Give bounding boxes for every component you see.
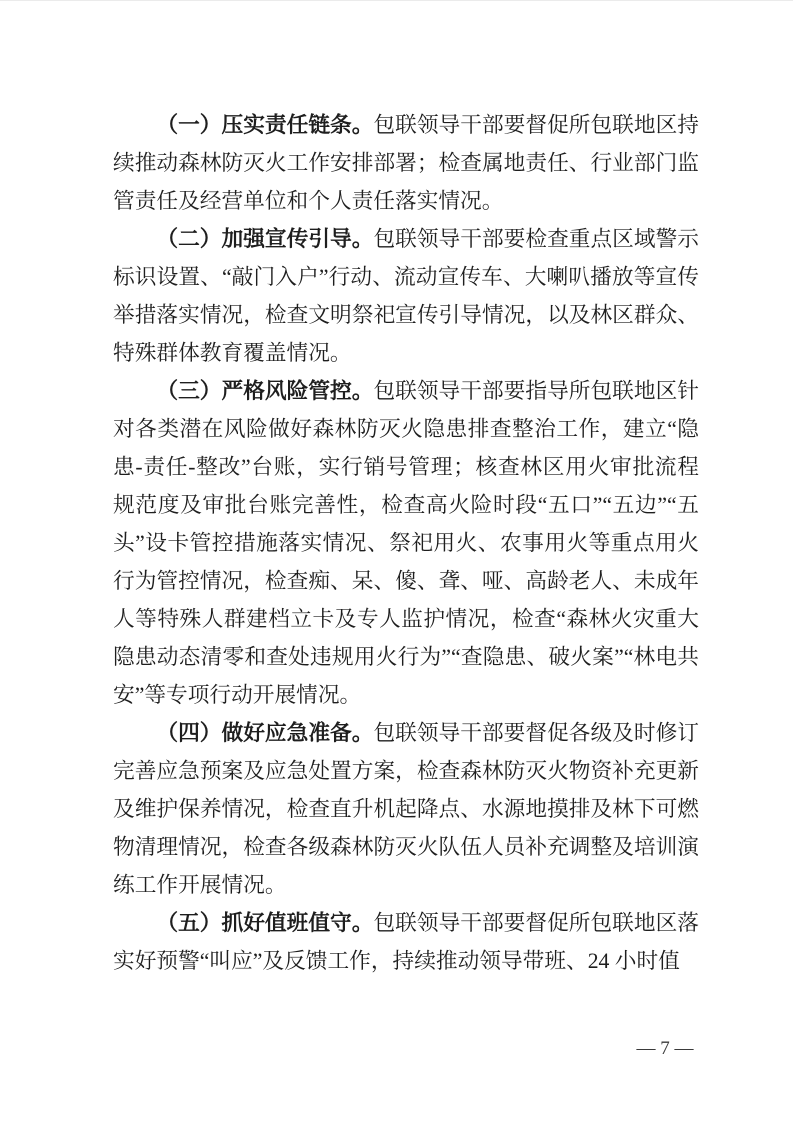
paragraph-3-heading: （三）严格风险管控。 (156, 379, 374, 403)
paragraph-4 (113, 714, 699, 904)
page-number: — 7 — (636, 1038, 694, 1059)
paragraph-1-heading: （一）压实责任链条。 (156, 113, 374, 137)
paragraph-3 (113, 372, 699, 714)
paragraph-5 (113, 904, 699, 980)
paragraph-5-body: 包联领导干部要督促所包联地区落实好预警“叫应”及反馈工作，持续推动领导带班、24 小时值 (113, 911, 699, 973)
paragraph-2-body: 包联领导干部要检查重点区域警示标识设置、“敲门入户”行动、流动宣传车、大喇叭播放等宣传举措落实情况，检查文明祭祀宣传引导情况，以及林区群众、特殊群体教育覆盖情况。 (113, 227, 699, 365)
paragraph-2-heading: （二）加强宣传引导。 (156, 227, 374, 251)
document-body (113, 106, 699, 980)
paragraph-1 (113, 106, 699, 220)
paragraph-3-body: 包联领导干部要指导所包联地区针对各类潜在风险做好森林防灭火隐患排查整治工作，建立“隐患-责任-整改”台账，实行销号管理；核查林区用火审批流程规范度及审批台账完善性，检查高火险时段“五口”“五边”“五头”设卡管控措施落实情况、祭祀用火、农事用火等重点用火行为管控情况，检查痴、呆、傻、聋、哑、高龄老人、未成年人等特殊人群建档立卡及专人监护情况，检查“森林火灾重大隐患动态清零和查处违规用火行为”“查隐患、破火案”“林电共安”等专项行动开展情况。 (113, 379, 699, 707)
paragraph-4-body: 包联领导干部要督促各级及时修订完善应急预案及应急处置方案，检查森林防灭火物资补充更新及维护保养情况，检查直升机起降点、水源地摸排及林下可燃物清理情况，检查各级森林防灭火队伍人员补充调整及培训演练工作开展情况。 (113, 721, 699, 897)
paragraph-2 (113, 220, 699, 372)
paragraph-4-heading: （四）做好应急准备。 (156, 721, 374, 745)
paragraph-1-body: 包联领导干部要督促所包联地区持续推动森林防灭火工作安排部署；检查属地责任、行业部门监管责任及经营单位和个人责任落实情况。 (113, 113, 699, 213)
paragraph-5-heading: （五）抓好值班值守。 (156, 911, 374, 935)
